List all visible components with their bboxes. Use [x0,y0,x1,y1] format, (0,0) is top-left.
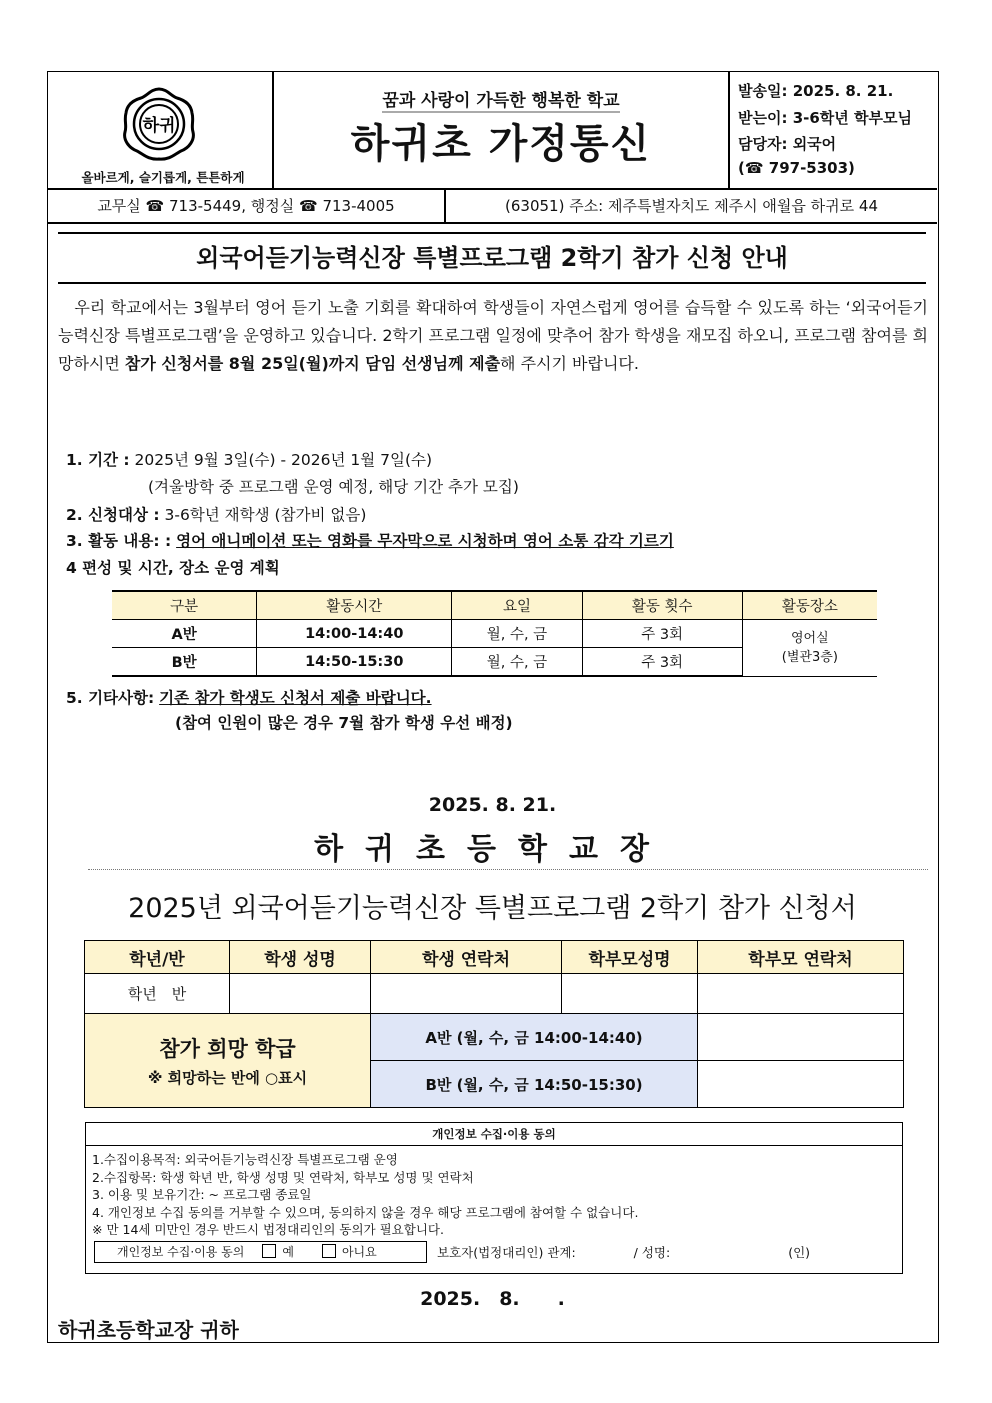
consent-no-checkbox[interactable] [322,1244,336,1258]
form-header-parent-name: 학부모성명 [562,941,698,974]
office-phones: 교무실 ☎ 713-5449, 행정실 ☎ 713-4005 [97,197,395,215]
wish-note: ※ 희망하는 반에 ○표시 [147,1069,308,1087]
option-a-mark-field[interactable] [698,1014,904,1061]
schedule-count: 주 3회 [582,620,742,648]
application-date: 2025. 8. . [420,1288,565,1310]
schedule-count: 주 3회 [582,648,742,677]
manager: 담당자: 외국어 [738,135,837,153]
form-header-student-phone: 학생 연락처 [371,941,562,974]
consent-no-label: 아니요 [341,1245,377,1259]
student-name-field[interactable] [230,974,371,1014]
schedule-row-a [112,620,877,648]
slogan-text: 꿈과 사랑이 가득한 행복한 학교 [382,91,620,111]
option-b-mark-field[interactable] [698,1061,904,1108]
wish-class-label [85,1014,371,1108]
schedule-header-days: 요일 [452,591,582,620]
item-other [66,686,432,708]
student-phone-field[interactable] [371,974,562,1014]
emblem-text: 하귀 [142,116,176,136]
schedule-class: B반 [112,648,257,677]
schedule-header-count: 활동 횟수 [582,591,742,620]
privacy-line: ※ 만 14세 미만인 경우 반드시 법정대리인의 동의가 필요합니다. [92,1222,444,1237]
grade-class-field[interactable]: 학년 반 [85,974,230,1014]
period-label: 1. 기간 : [66,451,130,469]
consent-label: 개인정보 수집·이용 동의 [117,1245,245,1259]
guardian-signature [437,1243,810,1261]
school-emblem-icon [121,86,197,162]
form-header-parent-phone: 학부모 연락처 [698,941,904,974]
item-period [66,448,432,470]
schedule-days: 월, 수, 금 [452,620,582,648]
schedule-place [742,620,877,677]
principal-signature: 하귀초등학교장 [314,832,671,867]
other-value: 기존 참가 학생도 신청서 제출 바랍니다. [159,689,432,707]
consent-choice [94,1241,427,1263]
document-page [47,71,939,1343]
guardian-relation-label: 보호자(법정대리인) 관계: [437,1245,576,1260]
other-label: 5. 기타사항: [66,689,155,707]
target-label: 2. 신청대상 : [66,506,160,524]
schedule-time: 14:50-15:30 [257,648,452,677]
notice-title: 외국어듣기능력신장 특별프로그램 2학기 참가 신청 안내 [58,232,926,284]
wish-title: 참가 희망 학급 [159,1037,296,1061]
parent-phone-field[interactable] [698,974,904,1014]
privacy-consent-box [85,1122,903,1274]
header-divider-left [272,72,274,188]
cut-line [88,869,928,870]
schedule-time: 14:00-14:40 [257,620,452,648]
intro-highlight: 참가 신청서를 8월 25일(월)까지 담임 선생님께 제출 [124,354,501,373]
place-room: 영어실 [791,630,829,646]
schedule-header-place: 활동장소 [742,591,877,620]
consent-yes-label: 예 [282,1245,294,1259]
sent-date: 발송일: 2025. 8. 21. [738,82,894,100]
school-slogan [276,86,726,111]
manager-phone: (☎ 797-5303) [738,159,855,177]
addressee: 하귀초등학교장 귀하 [58,1318,239,1342]
item-activity [66,529,674,551]
option-b-label: B반 (월, 수, 금 14:50-15:30) [371,1061,698,1108]
school-motto: 올바르게, 슬기롭게, 튼튼하게 [81,170,245,185]
schedule-header-time: 활동시간 [257,591,452,620]
place-floor: (별관3층) [781,649,838,665]
header-divider-right [728,72,730,188]
schedule-header-class: 구분 [112,591,257,620]
privacy-line: 4. 개인정보 수집 동의를 거부할 수 있으며, 동의하지 않을 경우 해당 프로그램에 참여할 수 없습니다. [92,1204,639,1220]
schedule-class: A반 [112,620,257,648]
activity-label: 3. 활동 내용: : [66,532,172,550]
recipient: 받는이: 3-6학년 학부모님 [738,109,912,127]
contact-bottom-line [48,222,937,224]
form-title: 2025년 외국어듣기능력신장 특별프로그램 2학기 참가 신청서 [128,893,857,924]
item-plan: 4 편성 및 시간, 장소 운영 계획 [66,559,280,577]
guardian-name-label: / 성명: [633,1245,671,1260]
form-header-grade: 학년/반 [85,941,230,974]
notice-date: 2025. 8. 21. [428,794,557,816]
intro-end: 해 주시기 바랍니다. [500,354,639,373]
privacy-line: 2.수집항목: 학생 학년 반, 학생 성명 및 연락처, 학부모 성명 및 연락처 [92,1169,474,1185]
form-header-student-name: 학생 성명 [230,941,371,974]
option-a-label: A반 (월, 수, 금 14:00-14:40) [371,1014,698,1061]
consent-row [94,1241,894,1263]
privacy-line: 3. 이용 및 보유기간: ~ 프로그램 종료일 [92,1187,312,1202]
schedule-days: 월, 수, 금 [452,648,582,677]
other-note: (참여 인원이 많은 경우 7월 참가 학생 우선 배정) [175,714,513,732]
newsletter-title: 하귀초 가정통신 [350,121,652,167]
parent-name-field[interactable] [562,974,698,1014]
activity-value: 영어 애니메이션 또는 영화를 무자막으로 시청하며 영어 소통 감각 기르기 [176,532,674,550]
application-table [84,940,904,1108]
seal-mark: (인) [788,1245,811,1260]
intro-text: 우리 학교에서는 3월부터 영어 듣기 노출 기회를 확대하여 학생들이 자연스럽게 영어를 습득할 수 있도록 하는 ‘외국어듣기능력신장 특별프로그램’을 운영하고 있습니다. 2학기 프로그램 일정에 맞추어 참가 학생을 재모집 하오니, 프로그램 참여를 희망하시면 [58,298,928,373]
school-address: (63051) 주소: 제주특별자치도 제주시 애월읍 하귀로 44 [505,197,878,215]
privacy-terms [86,1146,902,1239]
period-note: (겨울방학 중 프로그램 운영 예정, 해당 기간 추가 모집) [148,478,519,496]
notice-intro [58,294,928,378]
privacy-line: 1.수집이용목적: 외국어듣기능력신장 특별프로그램 운영 [92,1152,398,1167]
item-target [66,503,366,525]
schedule-table [112,590,877,677]
period-value: 2025년 9월 3일(수) - 2026년 1월 7일(수) [129,451,433,469]
consent-yes-checkbox[interactable] [262,1244,276,1258]
privacy-title: 개인정보 수집·이용 동의 [86,1123,902,1146]
target-value: 3-6학년 재학생 (참가비 없음) [159,506,367,524]
